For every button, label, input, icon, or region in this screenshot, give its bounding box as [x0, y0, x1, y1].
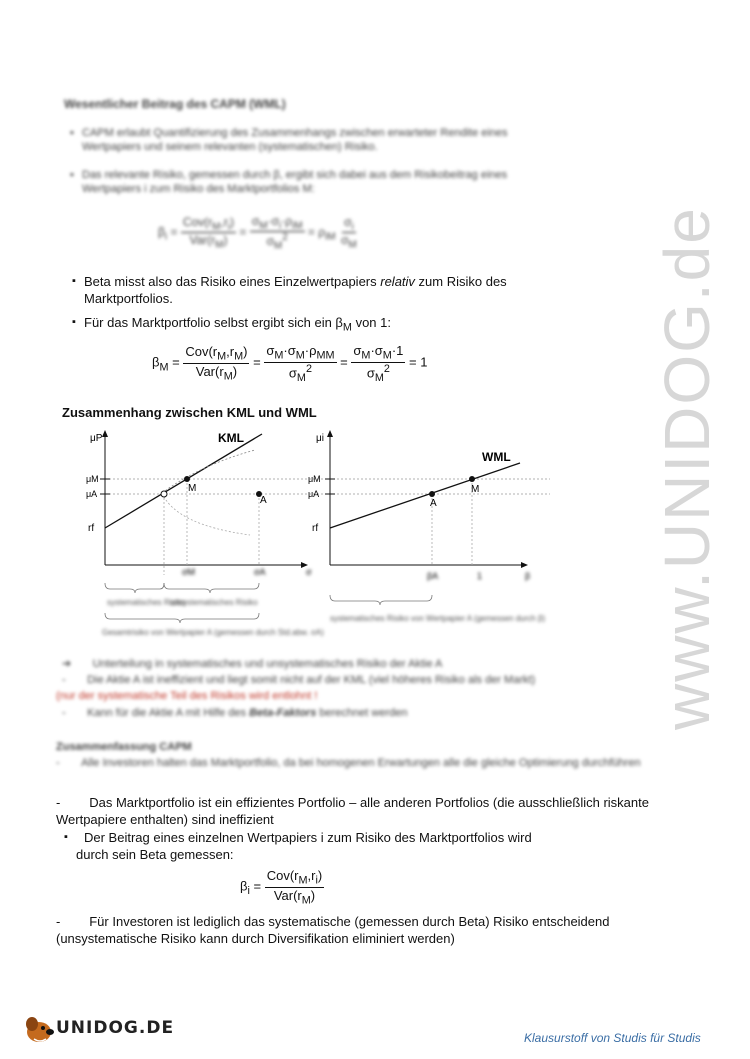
- blurred-line-2-row: - Die Aktie A ist ineffizient und liegt somit nicht auf der KML (viel höheres Risiko als der Markt): [62, 674, 536, 686]
- right-y-axis-label: μi: [316, 433, 324, 444]
- logo-text: UNIDOG.DE: [56, 1018, 175, 1038]
- market-beta-formula: $\beta_M$ = $\frac{Cov(r_M,r_M)}{Var(r_M)}$ = $\frac{\sigma_M\cdot\sigma_M\cdot\rho_{MM}}{\sigma_M^2}$ = $\frac{\sigma_M\cdot\sigma_M\cdot 1}{\sigma_M^2}$ = 1: [152, 343, 428, 384]
- blurred-line-4-row: - Kann für die Aktie A mit Hilfe des Beta-Faktors berechnet werden: [62, 707, 408, 719]
- blurred-bullet-1-text: ▪ CAPM erlaubt Quantifizierung des Zusammenhangs zwischen erwarteter Rendite eines Wertpapiers und seinem relevanten (systematischen) Risiko.: [82, 127, 508, 153]
- footer-logo: [22, 1012, 174, 1044]
- brace-label-systematic: systematisches Risiko: [107, 598, 186, 607]
- left-x-tick-1: σM: [182, 567, 196, 577]
- arrow-icon: ➔: [62, 658, 72, 670]
- wml-line: [330, 463, 520, 528]
- summary-line-1: Alle Investoren halten das Marktportfolio, da bei homogenen Erwartungen alle die gleiche Optimierung durchführen: [81, 757, 641, 769]
- watermark: www.UNIDOG.de: [651, 206, 723, 730]
- left-mu-m: μM: [86, 474, 99, 484]
- blurred-line-4-bold: Beta-Faktors: [249, 707, 317, 719]
- right-mu-a: μA: [308, 489, 320, 499]
- blurred-bullet-1: [82, 126, 562, 154]
- left-rf: rf: [88, 523, 95, 534]
- point-a-right-label: A: [430, 498, 437, 509]
- kml-line: [105, 434, 262, 528]
- summary-point-3-row: [76, 829, 636, 863]
- blurred-arrow-line: [62, 657, 442, 671]
- blurred-red-note: (nur der systematische Teil des Risikos wird entlohnt !: [56, 690, 318, 702]
- left-mu-a: μA: [86, 489, 98, 499]
- summary-point-3-line2: durch sein Beta gemessen:: [76, 847, 234, 862]
- left-caption: Gesamtrisiko von Wertpapier A (gemessen durch Std.abw. σA): [102, 628, 324, 637]
- point-m-right: [469, 476, 475, 482]
- dog-logo-icon: [22, 1012, 56, 1044]
- kml-label: KML: [218, 431, 244, 445]
- blurred-beta-formula: $\beta_i$ = $\frac{Cov(r_M,r_i)}{Var(r_M)}$ = $\frac{\sigma_M\cdot\sigma_i\cdot\rho_{iM}}{\sigma_M^2}$ = $\rho_{iM}$ $\frac{\sigma_i}{\sigma_M}$: [158, 214, 357, 252]
- brace-systematic: [105, 583, 164, 593]
- brace-label-unsystematic: unsystematisches Risiko: [170, 598, 258, 607]
- beta-relative-before: Beta misst also das Risiko eines Einzelwertpapiers: [84, 274, 381, 289]
- market-portfolio-before: Für das Marktportfolio selbst ergibt sich ein β: [84, 315, 343, 330]
- summary-point-2-row: - Das Marktportfolio ist ein effizientes Portfolio – alle anderen Portfolios (die ausschließlich riskante Wertpapiere enthalten) sind ineffizient: [56, 795, 649, 827]
- brace-unsystematic: [164, 583, 259, 593]
- footer-tagline: Klausurstoff von Studis für Studis: [524, 1031, 701, 1045]
- wml-label: WML: [482, 450, 511, 464]
- point-a-left-label: A: [260, 495, 267, 506]
- beta-relative-after: zum Risiko des Marktportfolios.: [84, 274, 507, 306]
- point-tangent-left: [161, 491, 167, 497]
- heading-capm-wml: Wesentlicher Beitrag des CAPM (WML): [64, 97, 286, 111]
- right-x-tick-2: 1: [477, 571, 483, 581]
- kml-wml-diagrams: [80, 425, 550, 655]
- point-a-right: [429, 491, 435, 497]
- beta-relative-italic: relativ: [380, 274, 415, 289]
- left-y-axis-label: μP: [90, 433, 103, 444]
- point-m-left: [184, 476, 190, 482]
- right-mu-m: μM: [308, 474, 321, 484]
- summary-point-4-row: - Für Investoren ist lediglich das systematische (gemessen durch Beta) Risiko entscheidend (unsystematische Risiko kann durch Diversifikation eliminiert werden): [56, 914, 610, 946]
- left-x-axis-label: σ: [306, 567, 312, 577]
- summary-point-2: Das Marktportfolio ist ein effizientes Portfolio – alle anderen Portfolios (die ausschließlich riskante Wertpapiere enthalten) sind ineffizient: [56, 795, 649, 827]
- efficient-frontier-lower: [162, 493, 250, 535]
- summary-point-3-line1: Der Beitrag eines einzelnen Wertpapiers i zum Risiko des Marktportfolios wird: [84, 830, 532, 845]
- blurred-bullet-2-text: ▪ Das relevante Risiko, gemessen durch β, ergibt sich dabei aus dem Risikobeitrag eines Wertpapiers i zum Risiko des Marktportfolios M:: [82, 169, 507, 195]
- point-m-left-label: M: [188, 483, 197, 494]
- brace-total: [105, 613, 259, 623]
- point-m-right-label: M: [471, 484, 480, 495]
- beta-i-formula: $\beta_i$ = $\frac{Cov(r_M,r_i)}{Var(r_M)}$: [240, 868, 323, 907]
- market-portfolio-sub: M: [342, 321, 352, 334]
- brace-systematic-right: [330, 595, 432, 605]
- market-portfolio-bullet: [84, 314, 391, 337]
- right-rf: rf: [312, 523, 319, 534]
- efficient-frontier-upper: [162, 450, 255, 493]
- blurred-line-1: Unterteilung in systematisches und unsystematisches Risiko der Aktie A: [92, 658, 443, 670]
- summary-heading: Zusammenfassung CAPM: [56, 741, 192, 753]
- left-x-tick-2: σA: [254, 567, 266, 577]
- right-x-tick-1: βA: [427, 571, 439, 581]
- section-kml-wml-heading: Zusammenhang zwischen KML und WML: [62, 405, 317, 420]
- right-caption: systematisches Risiko von Wertpapier A (gemessen durch β): [330, 614, 546, 623]
- blurred-line-4-before: Kann für die Aktie A mit Hilfe des: [87, 707, 250, 719]
- beta-relative-bullet: [84, 273, 554, 307]
- market-portfolio-after: von 1:: [351, 315, 391, 330]
- blurred-line-4-after: berechnet werden: [316, 707, 408, 719]
- blurred-line-2: Die Aktie A ist ineffizient und liegt somit nicht auf der KML (viel höheres Risiko als der Markt): [87, 674, 536, 686]
- summary-line-1-row: - Alle Investoren halten das Marktportfolio, da bei homogenen Erwartungen alle die gleiche Optimierung durchführen: [56, 757, 641, 769]
- summary-point-4: Für Investoren ist lediglich das systematische (gemessen durch Beta) Risiko entscheidend (unsystematische Risiko kann durch Diversifikation eliminiert werden): [56, 914, 610, 946]
- right-x-axis-label: β: [525, 571, 531, 581]
- wml-chart: [308, 430, 546, 623]
- blurred-bullet-2: [82, 168, 522, 196]
